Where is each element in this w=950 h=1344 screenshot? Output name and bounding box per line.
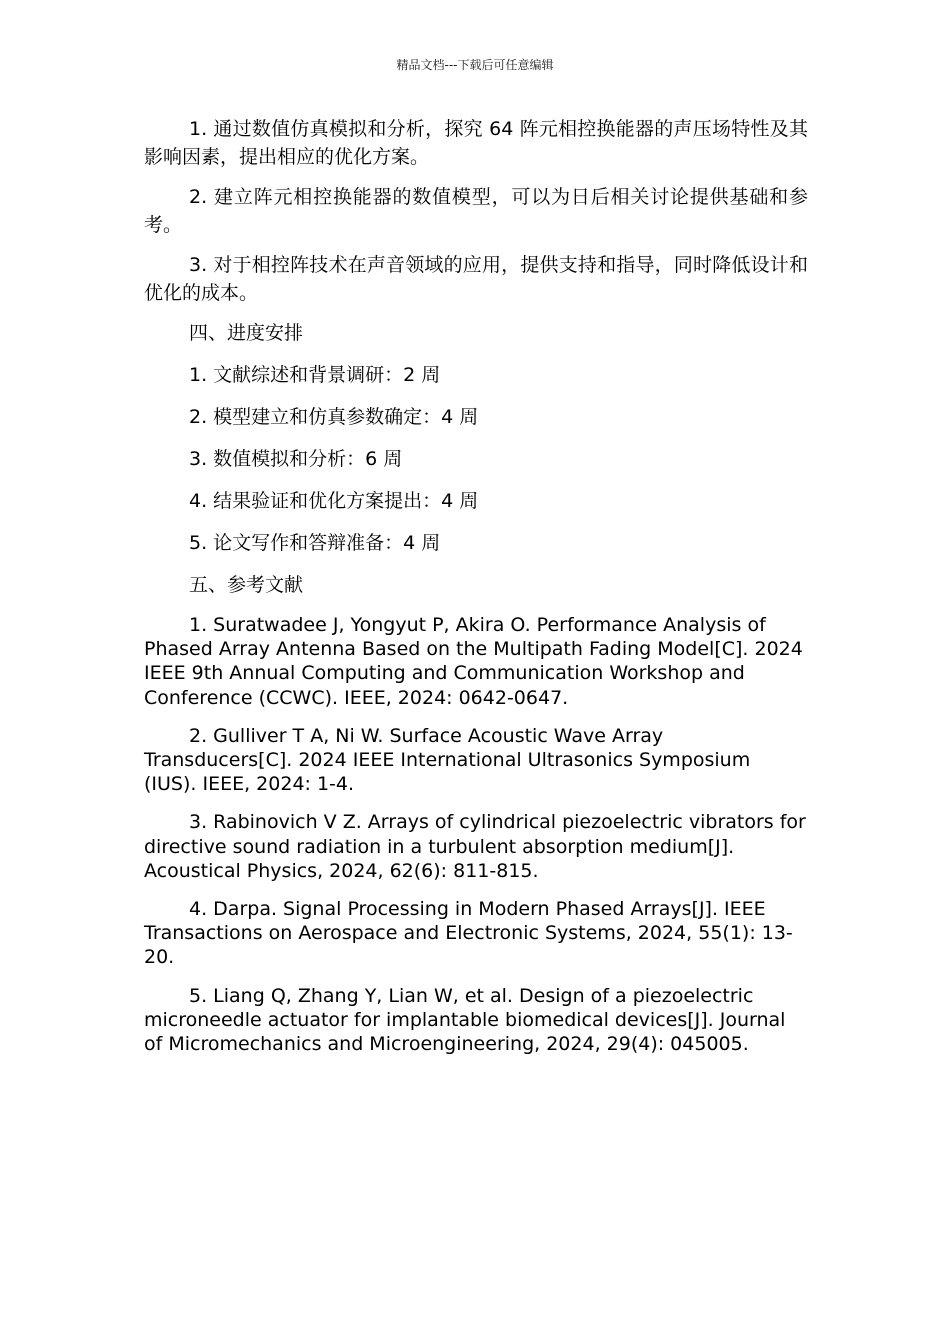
references-heading: 五、参考文献 — [189, 574, 304, 596]
reference-item-1: 1. Suratwadee J, Yongyut P, Akira O. Performance Analysis of Phased Array Antenna Based on the Multipath Fading Model[C]. 2024 IEEE 9th Annual Computing and Communication Workshop and Conference (CCWC). IEEE, 2024: 0642-0647. — [144, 614, 803, 709]
schedule-item-2: 2. 模型建立和仿真参数确定：4 周 — [189, 406, 479, 428]
schedule-heading: 四、进度安排 — [189, 322, 304, 344]
page-header: 精品文档---下载后可任意编辑 — [396, 58, 554, 72]
reference-item-4: 4. Darpa. Signal Processing in Modern Phased Arrays[J]. IEEE Transactions on Aerospace and Electronic Systems, 2024, 55(1): 13-20. — [144, 898, 793, 969]
schedule-item-1: 1. 文献综述和背景调研：2 周 — [189, 364, 441, 386]
goal-paragraph-1: 1. 通过数值仿真模拟和分析，探究 64 阵元相控换能器的声压场特性及其影响因素，提出相应的优化方案。 — [144, 118, 808, 168]
reference-item-2: 2. Gulliver T A, Ni W. Surface Acoustic Wave Array Transducers[C]. 2024 IEEE International Ultrasonics Symposium (IUS). IEEE, 2024: 1-4. — [144, 724, 751, 796]
schedule-item-4: 4. 结果验证和优化方案提出：4 周 — [189, 490, 479, 512]
goal-paragraph-3: 3. 对于相控阵技术在声音领域的应用，提供支持和指导，同时降低设计和优化的成本。 — [144, 254, 808, 304]
reference-item-3: 3. Rabinovich V Z. Arrays of cylindrical piezoelectric vibrators for directive sound radiation in a turbulent absorption medium[J]. Acoustical Physics, 2024, 62(6): 811-815. — [144, 811, 806, 882]
document-body — [144, 115, 808, 1070]
schedule-item-3: 3. 数值模拟和分析：6 周 — [189, 448, 403, 470]
goal-paragraph-2: 2. 建立阵元相控换能器的数值模型，可以为日后相关讨论提供基础和参考。 — [144, 186, 808, 236]
reference-item-5: 5. Liang Q, Zhang Y, Lian W, et al. Design of a piezoelectric microneedle actuator for implantable biomedical devices[J]. Journal of Micromechanics and Microengineering, 2024, 29(4): 045005. — [144, 984, 786, 1056]
schedule-item-5: 5. 论文写作和答辩准备：4 周 — [189, 532, 441, 554]
